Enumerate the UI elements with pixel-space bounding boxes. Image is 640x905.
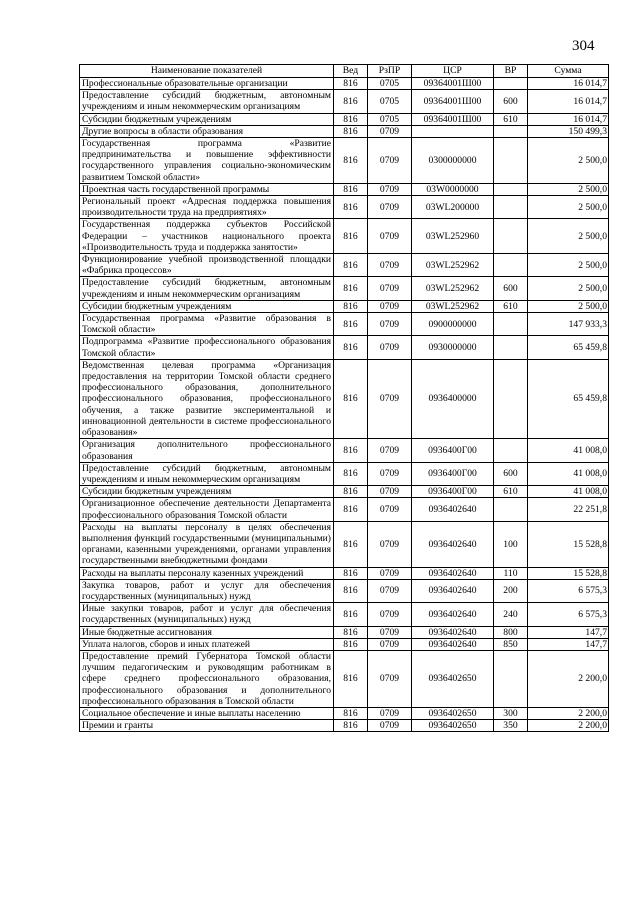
row-rzpr: 0709: [368, 650, 412, 707]
row-name: Закупка товаров, работ и услуг для обеспечения государственных (муниципальных) нужд: [80, 579, 334, 602]
table-row: [80, 720, 609, 732]
row-ved: 816: [334, 300, 368, 312]
row-name: Иные закупки товаров, работ и услуг для обеспечения государственных (муниципальных) нужд: [80, 603, 334, 626]
row-vr: [494, 650, 528, 707]
row-sum: 2 200,0: [528, 720, 609, 732]
row-vr: [494, 183, 528, 195]
row-csr: 0930000000: [412, 336, 494, 359]
row-sum: 150 499,3: [528, 125, 609, 137]
row-ved: 816: [334, 196, 368, 219]
row-vr: 610: [494, 486, 528, 498]
row-vr: [494, 498, 528, 521]
table-row: [80, 359, 609, 438]
row-vr: 800: [494, 626, 528, 638]
row-csr: 0936402640: [412, 626, 494, 638]
row-name: Государственная программа «Развитие предпринимательства и повышение эффективности государственного управления социально-экономическим развитием Томской области»: [80, 138, 334, 184]
row-vr: [494, 219, 528, 254]
row-name: Профессиональные образовательные организации: [80, 78, 334, 90]
table-row: [80, 521, 609, 567]
table-header-row: [80, 65, 609, 78]
row-csr: 09364001Ш00: [412, 90, 494, 113]
row-name: Функционирование учебной производственной площадки «Фабрика процессов»: [80, 254, 334, 277]
row-name: Региональный проект «Адресная поддержка повышения производительности труда на предприятиях»: [80, 196, 334, 219]
row-name: Уплата налогов, сборов и иных платежей: [80, 638, 334, 650]
row-rzpr: 0709: [368, 336, 412, 359]
row-rzpr: 0709: [368, 125, 412, 137]
table-row: [80, 277, 609, 300]
row-vr: 600: [494, 90, 528, 113]
row-rzpr: 0709: [368, 486, 412, 498]
row-sum: 2 500,0: [528, 254, 609, 277]
row-csr: [412, 125, 494, 137]
row-ved: 816: [334, 486, 368, 498]
row-csr: 0936400000: [412, 359, 494, 438]
row-rzpr: 0705: [368, 78, 412, 90]
row-ved: 816: [334, 626, 368, 638]
row-vr: 850: [494, 638, 528, 650]
row-vr: [494, 439, 528, 462]
row-rzpr: 0709: [368, 254, 412, 277]
row-vr: 100: [494, 521, 528, 567]
row-vr: [494, 125, 528, 137]
table-row: [80, 650, 609, 707]
row-rzpr: 0709: [368, 462, 412, 485]
row-csr: 0936402640: [412, 603, 494, 626]
row-rzpr: 0709: [368, 626, 412, 638]
row-ved: 816: [334, 78, 368, 90]
header-csr: ЦСР: [412, 65, 494, 78]
row-rzpr: 0709: [368, 638, 412, 650]
row-ved: 816: [334, 567, 368, 579]
table-row: [80, 462, 609, 485]
row-ved: 816: [334, 183, 368, 195]
row-name: Проектная часть государственной программы: [80, 183, 334, 195]
row-name: Предоставление премий Губернатора Томской области лучшим педагогическим и руководящим работникам в сфере среднего профессионального образования, профессионального образования и дополнительного профессионального образования в Томской области: [80, 650, 334, 707]
row-name: Организационное обеспечение деятельности Департамента профессионального образования Томской области: [80, 498, 334, 521]
row-csr: 03WL200000: [412, 196, 494, 219]
row-sum: 147,7: [528, 638, 609, 650]
row-sum: 15 528,8: [528, 567, 609, 579]
table-row: [80, 638, 609, 650]
row-ved: 816: [334, 439, 368, 462]
table-row: [80, 125, 609, 137]
row-sum: 16 014,7: [528, 78, 609, 90]
row-vr: [494, 196, 528, 219]
row-rzpr: 0709: [368, 300, 412, 312]
row-rzpr: 0709: [368, 219, 412, 254]
row-ved: 816: [334, 90, 368, 113]
row-ved: 816: [334, 277, 368, 300]
header-ved: Вед: [334, 65, 368, 78]
row-ved: 816: [334, 138, 368, 184]
row-name: Государственная программа «Развитие образования в Томской области»: [80, 313, 334, 336]
table-row: [80, 567, 609, 579]
table-row: [80, 113, 609, 125]
row-ved: 816: [334, 313, 368, 336]
table-row: [80, 78, 609, 90]
row-vr: 600: [494, 277, 528, 300]
header-rzpr: РзПР: [368, 65, 412, 78]
page-number: 304: [572, 38, 595, 54]
row-name: Расходы на выплаты персоналу в целях обеспечения выполнения функций государственными (муниципальными) органами, казенными учреждениями, органами управления государственными внебюджетными фондами: [80, 521, 334, 567]
row-sum: 2 200,0: [528, 650, 609, 707]
table-row: [80, 300, 609, 312]
row-vr: [494, 138, 528, 184]
row-ved: 816: [334, 359, 368, 438]
row-ved: 816: [334, 579, 368, 602]
row-sum: 2 500,0: [528, 300, 609, 312]
row-sum: 65 459,8: [528, 359, 609, 438]
row-ved: 816: [334, 521, 368, 567]
row-name: Субсидии бюджетным учреждениям: [80, 486, 334, 498]
row-ved: 816: [334, 498, 368, 521]
row-rzpr: 0709: [368, 567, 412, 579]
row-rzpr: 0709: [368, 720, 412, 732]
row-csr: 09364001Ш00: [412, 78, 494, 90]
row-sum: 2 500,0: [528, 196, 609, 219]
header-sum: Сумма: [528, 65, 609, 78]
table-body: [80, 78, 609, 732]
row-name: Иные бюджетные ассигнования: [80, 626, 334, 638]
row-sum: 15 528,8: [528, 521, 609, 567]
header-name: Наименование показателей: [80, 65, 334, 78]
row-csr: 0936402640: [412, 521, 494, 567]
row-name: Субсидии бюджетным учреждениям: [80, 113, 334, 125]
row-sum: 16 014,7: [528, 113, 609, 125]
row-rzpr: 0709: [368, 498, 412, 521]
table-row: [80, 138, 609, 184]
table-row: [80, 254, 609, 277]
table-row: [80, 626, 609, 638]
table-row: [80, 498, 609, 521]
row-rzpr: 0709: [368, 603, 412, 626]
row-ved: 816: [334, 707, 368, 719]
row-sum: 41 008,0: [528, 486, 609, 498]
row-csr: 0936402640: [412, 567, 494, 579]
table-row: [80, 707, 609, 719]
row-ved: 816: [334, 219, 368, 254]
row-vr: 610: [494, 300, 528, 312]
row-sum: 16 014,7: [528, 90, 609, 113]
row-vr: [494, 336, 528, 359]
row-name: Ведомственная целевая программа «Организация предоставления на территории Томской области среднего профессионального образования, дополнительного профессионального образования, профессионального обучения, а также развитие экспериментальной и инновационной деятельности в системе профессионального образования»: [80, 359, 334, 438]
row-rzpr: 0705: [368, 113, 412, 125]
row-ved: 816: [334, 125, 368, 137]
row-csr: 09364001Ш00: [412, 113, 494, 125]
row-vr: [494, 359, 528, 438]
row-sum: 41 008,0: [528, 439, 609, 462]
row-name: Государственная поддержка субъектов Российской Федерации – участников национального проекта «Производительность труда и поддержка занятости»: [80, 219, 334, 254]
row-name: Расходы на выплаты персоналу казенных учреждений: [80, 567, 334, 579]
row-sum: 65 459,8: [528, 336, 609, 359]
row-csr: 03W0000000: [412, 183, 494, 195]
row-ved: 816: [334, 720, 368, 732]
row-csr: 0936402640: [412, 579, 494, 602]
row-name: Субсидии бюджетным учреждениям: [80, 300, 334, 312]
row-sum: 22 251,8: [528, 498, 609, 521]
row-csr: 03WL252960: [412, 219, 494, 254]
row-csr: 03WL252962: [412, 254, 494, 277]
row-vr: 350: [494, 720, 528, 732]
row-rzpr: 0709: [368, 183, 412, 195]
row-name: Предоставление субсидий бюджетным, автономным учреждениям и иным некоммерческим организациям: [80, 277, 334, 300]
row-sum: 6 575,3: [528, 579, 609, 602]
row-csr: 0936400Г00: [412, 486, 494, 498]
header-vr: ВР: [494, 65, 528, 78]
table-row: [80, 90, 609, 113]
row-csr: 0936402640: [412, 638, 494, 650]
row-csr: 0936400Г00: [412, 462, 494, 485]
row-name: Другие вопросы в области образования: [80, 125, 334, 137]
row-rzpr: 0709: [368, 196, 412, 219]
row-ved: 816: [334, 650, 368, 707]
table-row: [80, 336, 609, 359]
row-sum: 2 500,0: [528, 277, 609, 300]
row-sum: 2 200,0: [528, 707, 609, 719]
row-vr: 610: [494, 113, 528, 125]
row-csr: 03WL252962: [412, 277, 494, 300]
row-ved: 816: [334, 254, 368, 277]
table-row: [80, 313, 609, 336]
row-rzpr: 0709: [368, 313, 412, 336]
row-sum: 2 500,0: [528, 138, 609, 184]
row-sum: 6 575,3: [528, 603, 609, 626]
budget-table: [79, 64, 609, 732]
row-csr: 0936402650: [412, 650, 494, 707]
row-csr: 0300000000: [412, 138, 494, 184]
row-sum: 41 008,0: [528, 462, 609, 485]
row-ved: 816: [334, 462, 368, 485]
row-name: Предоставление субсидий бюджетным, автономным учреждениям и иным некоммерческим организациям: [80, 90, 334, 113]
row-rzpr: 0709: [368, 521, 412, 567]
row-rzpr: 0709: [368, 439, 412, 462]
row-vr: 110: [494, 567, 528, 579]
row-vr: [494, 313, 528, 336]
row-name: Организация дополнительного профессионального образования: [80, 439, 334, 462]
row-rzpr: 0709: [368, 277, 412, 300]
row-vr: 300: [494, 707, 528, 719]
table-row: [80, 579, 609, 602]
row-ved: 816: [334, 336, 368, 359]
table-row: [80, 219, 609, 254]
row-rzpr: 0709: [368, 579, 412, 602]
row-csr: 0936402640: [412, 498, 494, 521]
row-ved: 816: [334, 638, 368, 650]
row-rzpr: 0705: [368, 90, 412, 113]
row-csr: 03WL252962: [412, 300, 494, 312]
table-row: [80, 183, 609, 195]
row-name: Премии и гранты: [80, 720, 334, 732]
row-name: Подпрограмма «Развитие профессионального образования Томской области»: [80, 336, 334, 359]
row-ved: 816: [334, 113, 368, 125]
row-vr: [494, 254, 528, 277]
row-sum: 147 933,3: [528, 313, 609, 336]
row-sum: 2 500,0: [528, 219, 609, 254]
table-row: [80, 439, 609, 462]
table-row: [80, 603, 609, 626]
row-csr: 0936402650: [412, 707, 494, 719]
table-row: [80, 196, 609, 219]
row-rzpr: 0709: [368, 707, 412, 719]
row-csr: 0900000000: [412, 313, 494, 336]
row-rzpr: 0709: [368, 138, 412, 184]
table-row: [80, 486, 609, 498]
row-rzpr: 0709: [368, 359, 412, 438]
row-sum: 2 500,0: [528, 183, 609, 195]
row-vr: 200: [494, 579, 528, 602]
row-vr: 240: [494, 603, 528, 626]
row-ved: 816: [334, 603, 368, 626]
row-name: Социальное обеспечение и иные выплаты населению: [80, 707, 334, 719]
row-name: Предоставление субсидий бюджетным, автономным учреждениям и иным некоммерческим организациям: [80, 462, 334, 485]
row-vr: [494, 78, 528, 90]
row-vr: 600: [494, 462, 528, 485]
row-csr: 0936400Г00: [412, 439, 494, 462]
row-sum: 147,7: [528, 626, 609, 638]
row-csr: 0936402650: [412, 720, 494, 732]
